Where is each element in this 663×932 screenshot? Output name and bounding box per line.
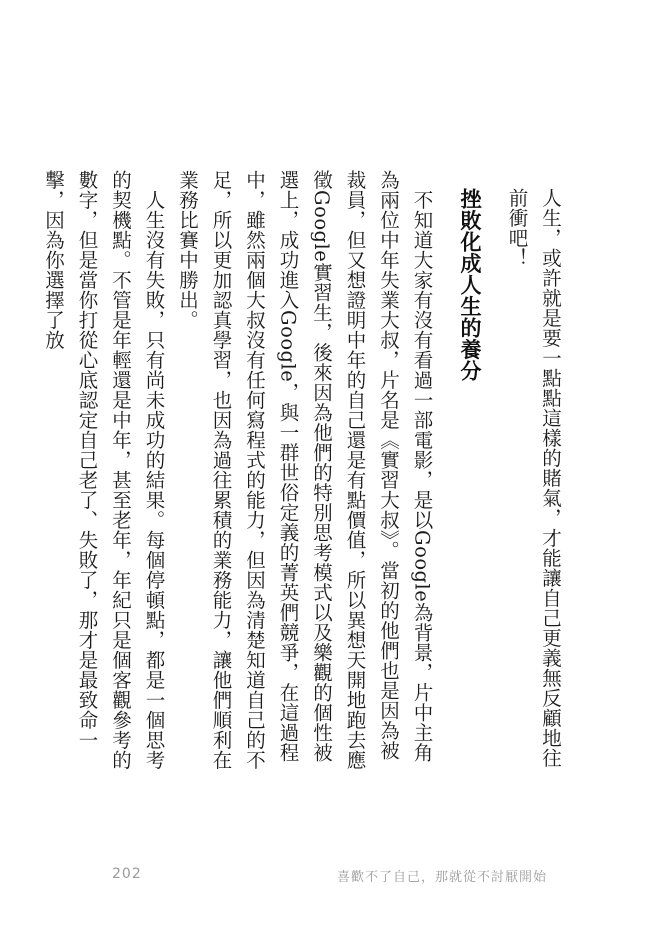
intro-paragraph: 人生，或許就是要一點點這樣的賭氣，才能讓自己更義無反顧地往前衝吧！ [505,188,562,768]
paragraph-1: 不知道大家有沒有看過一部電影，是以Google為背景，片中主角為兩位中年失業大叔，片名是《實習大叔》。當初的他們也是因為被裁員，但又想證明中年的自己還是有點價值，所以異想天開地跑去應徵Google實習生，後來因為他們的特別思考模式以及樂觀的個性被選上，成功進入Google，與一群世俗定義的菁英們競爭，在這過程中，雖然兩個大叔沒有任何寫程式的能力，但因為清楚知道自己的不足，所以更加認真學習，也因為過往累積的業務能力，讓他們順利在業務比賽中勝出。 [176,170,434,770]
paragraph-2: 人生沒有失敗，只有尚未成功的結果。每個停頓點，都是一個思考的契機點。不管是年輕還是中年，甚至老年，年紀只是個客觀參考的數字，但是當你打從心底認定自己老了、失敗了，那才是最致命一擊，因為你選擇了放 [42,170,166,770]
section-heading: 挫敗化成人生的養分 [458,188,482,382]
vertical-text-block [37,170,568,770]
running-footer-title: 喜歡不了自己，那就從不討厭開始 [336,870,547,885]
page-number: 202 [112,866,142,882]
